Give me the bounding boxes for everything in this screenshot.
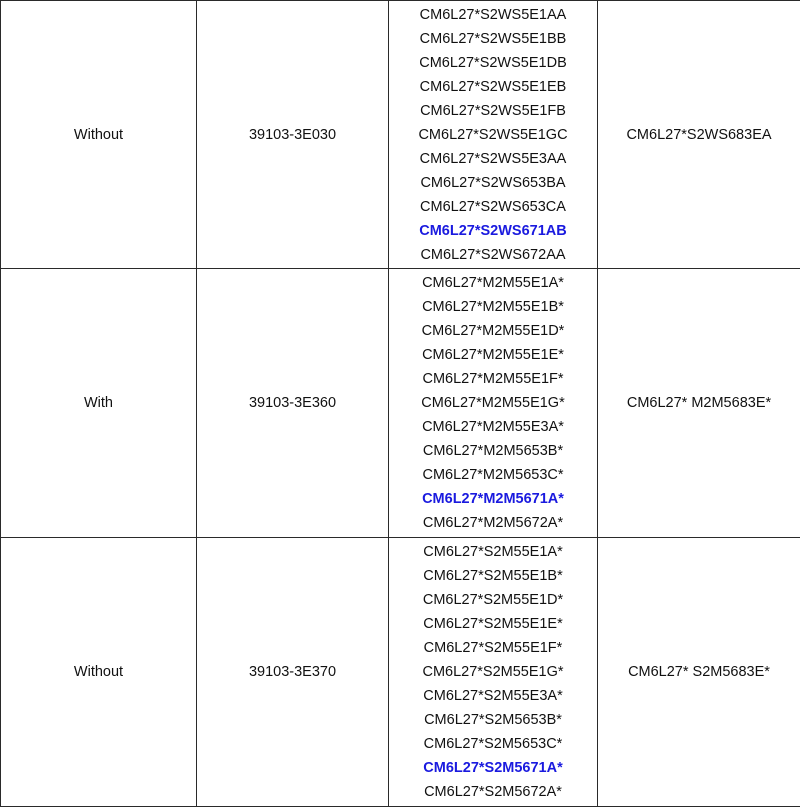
model-code: CM6L27*M2M55E1D* (421, 323, 565, 339)
model-code: CM6L27*S2M5672A* (424, 784, 562, 800)
model-code: CM6L27*S2WS5E1DB (419, 54, 567, 71)
model-code: CM6L27*M2M55E1A* (422, 275, 564, 291)
replacement-code-cell: CM6L27* M2M5683E* (598, 269, 800, 538)
model-code: CM6L27*S2M55E1G* (422, 664, 564, 680)
model-code: CM6L27*S2M5653B* (424, 712, 562, 728)
model-code: CM6L27*S2M55E1B* (423, 568, 563, 584)
option-cell: Without (1, 1, 197, 269)
model-code-list (389, 540, 597, 804)
model-code: CM6L27*S2M55E1A* (423, 544, 563, 560)
model-code: CM6L27*S2WS5E1AA (419, 6, 567, 23)
option-cell: With (1, 269, 197, 538)
table-row (1, 1, 800, 269)
model-code: CM6L27*M2M5671A* (422, 491, 564, 507)
model-code: CM6L27*S2WS5E1EB (419, 78, 567, 95)
part-number-cell: 39103-3E030 (197, 1, 389, 269)
model-code: CM6L27*S2WS5E1FB (420, 102, 566, 119)
model-code: CM6L27*S2WS671AB (419, 222, 567, 239)
model-code: CM6L27*S2M5671A* (423, 760, 563, 776)
model-code: CM6L27*S2WS5E3AA (419, 150, 567, 167)
model-code: CM6L27*S2M55E3A* (423, 688, 563, 704)
model-code: CM6L27*S2WS672AA (420, 246, 566, 263)
model-code: CM6L27*M2M5672A* (422, 515, 564, 531)
model-code: CM6L27*S2M5653C* (423, 736, 563, 752)
model-codes-cell (389, 1, 598, 269)
model-codes-cell (389, 269, 598, 538)
model-code: CM6L27*M2M55E1B* (422, 299, 564, 315)
model-code: CM6L27*S2M55E1E* (423, 616, 563, 632)
part-number-cell: 39103-3E370 (197, 538, 389, 807)
part-number-cell: 39103-3E360 (197, 269, 389, 538)
model-code: CM6L27*M2M55E1E* (422, 347, 564, 363)
model-code: CM6L27*M2M55E1F* (422, 371, 564, 387)
model-code: CM6L27*S2WS653BA (420, 174, 566, 191)
model-code: CM6L27*S2M55E1D* (422, 592, 564, 608)
table-row (1, 538, 800, 807)
option-cell: Without (1, 538, 197, 807)
model-code-list (389, 3, 597, 267)
model-code: CM6L27*S2WS5E1BB (419, 30, 567, 47)
model-code: CM6L27*S2WS5E1GC (418, 126, 568, 143)
model-code: CM6L27*S2WS653CA (420, 198, 566, 215)
replacement-code-cell: CM6L27* S2M5683E* (598, 538, 800, 807)
table-row (1, 269, 800, 538)
model-code: CM6L27*S2M55E1F* (423, 640, 563, 656)
model-code: CM6L27*M2M5653B* (422, 443, 564, 459)
model-code: CM6L27*M2M5653C* (422, 467, 564, 483)
model-code: CM6L27*M2M55E3A* (422, 419, 564, 435)
model-codes-cell (389, 538, 598, 807)
model-code: CM6L27*M2M55E1G* (421, 395, 565, 411)
replacement-code-cell: CM6L27*S2WS683EA (598, 1, 800, 269)
model-code-list (389, 271, 597, 535)
